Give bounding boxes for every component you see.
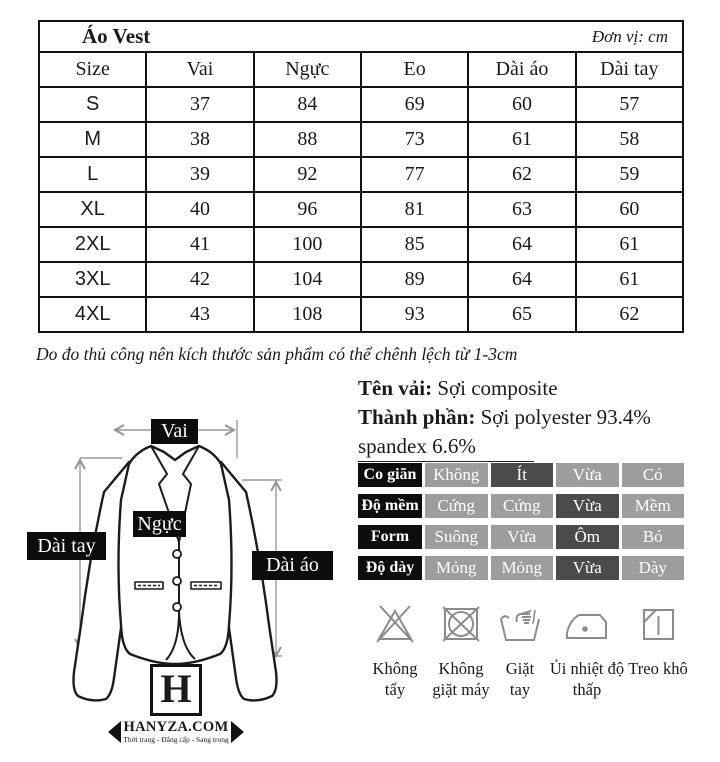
sleeve-length-label: Dài tay [27, 532, 106, 560]
care-label: Ủi nhiệt độ thấp [549, 659, 625, 699]
fabric-composition-line [358, 403, 693, 432]
col-header-nguc: Ngực [254, 52, 361, 87]
value-cell: 84 [254, 87, 361, 122]
table-row [39, 227, 683, 262]
value-cell: 42 [146, 262, 253, 297]
value-cell: 60 [468, 87, 575, 122]
care-label: Giặt tay [505, 659, 535, 699]
hang-dry-icon [635, 602, 681, 646]
iron-low-heat-icon [564, 602, 610, 646]
prop-label-stretch: Co giãn [358, 463, 422, 487]
table-row [39, 297, 683, 332]
value-cell: 61 [576, 227, 683, 262]
right-arrow-icon [231, 721, 244, 743]
value-cell: 65 [468, 297, 575, 332]
no-bleach-icon [372, 602, 418, 646]
logo-letter: H [160, 665, 192, 711]
value-cell: 73 [361, 122, 468, 157]
prop-option: Vừa [556, 556, 619, 580]
table-row [39, 262, 683, 297]
col-header-dai-tay: Dài tay [576, 52, 683, 87]
prop-row [358, 463, 684, 487]
size-table [38, 20, 684, 333]
value-cell: 88 [254, 122, 361, 157]
prop-option: Ôm [556, 525, 619, 549]
col-header-size: Size [39, 52, 146, 87]
prop-option: Cứng [425, 494, 488, 518]
value-cell: 81 [361, 192, 468, 227]
jacket-length-label: Dài áo [252, 551, 333, 580]
value-cell: 104 [254, 262, 361, 297]
measurement-note: Do đo thủ công nên kích thước sản phẩm có thể chênh lệch từ 1-3cm [36, 344, 518, 364]
prop-label-thickness: Độ dày [358, 556, 422, 580]
value-cell: 37 [146, 87, 253, 122]
value-cell: 64 [468, 227, 575, 262]
blazer-drawing [74, 446, 277, 700]
prop-option: Mềm [622, 494, 685, 518]
prop-option: Bó [622, 525, 685, 549]
fabric-composition-value2: spandex 6.6% [358, 432, 534, 462]
value-cell: 69 [361, 87, 468, 122]
care-item [428, 602, 494, 700]
care-item [494, 602, 546, 700]
value-cell: 63 [468, 192, 575, 227]
value-cell: 43 [146, 297, 253, 332]
button [173, 603, 181, 611]
fabric-info [358, 374, 693, 462]
logo-site-text: HANYZA.COM [123, 719, 229, 735]
prop-option: Mỏng [425, 556, 488, 580]
table-row [39, 122, 683, 157]
fabric-composition-line2 [358, 432, 693, 462]
value-cell: 77 [361, 157, 468, 192]
size-table-body [39, 87, 683, 332]
prop-option: Suông [425, 525, 488, 549]
size-cell: S [39, 87, 146, 122]
size-table-head [39, 21, 683, 87]
size-cell: L [39, 157, 146, 192]
prop-label-softness: Độ mềm [358, 494, 422, 518]
col-header-dai-ao: Dài áo [468, 52, 575, 87]
value-cell: 62 [576, 297, 683, 332]
prop-option: Vừa [491, 525, 554, 549]
table-row [39, 87, 683, 122]
prop-row [358, 556, 684, 580]
value-cell: 60 [576, 192, 683, 227]
no-machine-wash-icon [438, 602, 484, 646]
size-cell: XL [39, 192, 146, 227]
size-cell: M [39, 122, 146, 157]
value-cell: 61 [468, 122, 575, 157]
fabric-composition-value: Sợi polyester 93.4% [475, 405, 651, 429]
prop-option: Dày [622, 556, 685, 580]
prop-label-form: Form [358, 525, 422, 549]
value-cell: 92 [254, 157, 361, 192]
care-item [546, 602, 628, 700]
prop-option: Vừa [556, 463, 619, 487]
properties-table [358, 463, 684, 587]
hand-wash-icon [497, 602, 543, 646]
value-cell: 89 [361, 262, 468, 297]
value-cell: 64 [468, 262, 575, 297]
fabric-composition-label: Thành phần: [358, 405, 476, 429]
care-label: Không tẩy [372, 659, 418, 699]
care-item [362, 602, 428, 700]
table-unit: Đơn vị: cm [591, 26, 668, 46]
care-label: Treo khô [628, 659, 688, 678]
value-cell: 93 [361, 297, 468, 332]
button [173, 550, 181, 558]
col-header-eo: Eo [361, 52, 468, 87]
table-row [39, 157, 683, 192]
logo-h-box [150, 664, 202, 716]
button [173, 577, 181, 585]
value-cell: 40 [146, 192, 253, 227]
size-cell: 2XL [39, 227, 146, 262]
value-cell: 62 [468, 157, 575, 192]
care-item [628, 602, 688, 700]
prop-row [358, 525, 684, 549]
value-cell: 57 [576, 87, 683, 122]
table-header-row [39, 52, 683, 87]
prop-row [358, 494, 684, 518]
value-cell: 59 [576, 157, 683, 192]
shoulder-label: Vai [151, 419, 198, 444]
left-arrow-icon [108, 721, 121, 743]
value-cell: 58 [576, 122, 683, 157]
prop-option: Không [425, 463, 488, 487]
value-cell: 39 [146, 157, 253, 192]
logo-banner [108, 720, 243, 744]
fabric-name-line [358, 374, 693, 403]
size-cell: 3XL [39, 262, 146, 297]
value-cell: 61 [576, 262, 683, 297]
chest-label: Ngực [133, 511, 186, 537]
care-label: Không giặt máy [432, 659, 490, 699]
value-cell: 41 [146, 227, 253, 262]
value-cell: 108 [254, 297, 361, 332]
fabric-name-label: Tên vải: [358, 376, 433, 400]
size-cell: 4XL [39, 297, 146, 332]
table-title-row [39, 21, 683, 52]
value-cell: 38 [146, 122, 253, 157]
value-cell: 96 [254, 192, 361, 227]
prop-option: Cứng [491, 494, 554, 518]
value-cell: 85 [361, 227, 468, 262]
prop-option: Vừa [556, 494, 619, 518]
table-title: Áo Vest [82, 24, 151, 48]
prop-option: Có [622, 463, 685, 487]
logo-tagline: Thời trang - Đẳng cấp - Sang trọng [123, 735, 229, 744]
fabric-name-value: Sợi composite [432, 376, 558, 400]
care-instructions [362, 602, 688, 700]
col-header-vai: Vai [146, 52, 253, 87]
table-row [39, 192, 683, 227]
prop-option: Ít [491, 463, 554, 487]
value-cell: 100 [254, 227, 361, 262]
prop-option: Mỏng [491, 556, 554, 580]
brand-logo [116, 664, 236, 744]
